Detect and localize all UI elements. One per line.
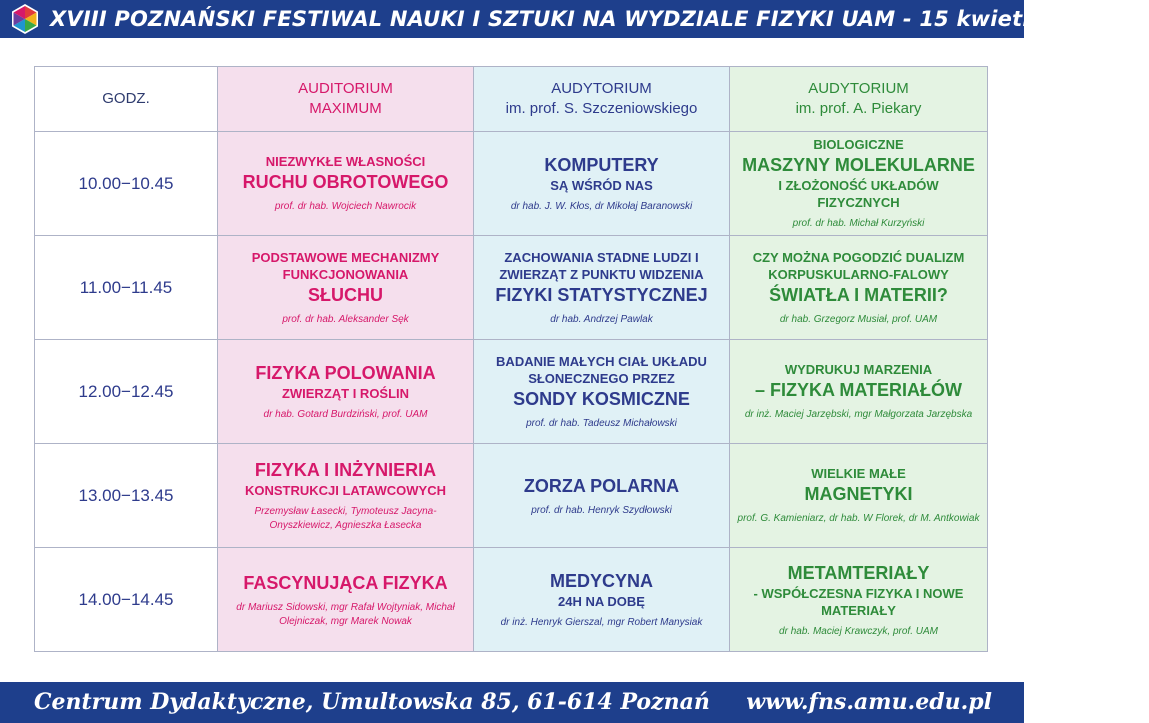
lecture-title-pre: BIOLOGICZNE <box>813 137 904 152</box>
lecture-cell-piekara <box>730 548 988 652</box>
lecture-authors: prof. dr hab. Tadeusz Michałowski <box>526 417 677 429</box>
lecture-title-main: ZORZA POLARNA <box>523 475 680 496</box>
column-header-szczeniowski <box>474 67 730 132</box>
lecture-cell-szczeniowski <box>474 548 730 652</box>
column-header-subline: im. prof. A. Piekary <box>795 100 922 117</box>
lecture-cell-piekara <box>730 236 988 340</box>
lecture-authors: prof. dr hab. Wojciech Nawrocik <box>274 201 417 212</box>
lecture-title-main: FIZYKA I INŻYNIERIA <box>254 460 437 480</box>
lecture-cell-szczeniowski <box>474 236 730 340</box>
schedule-table <box>34 66 988 652</box>
lecture-cell-szczeniowski <box>474 132 730 236</box>
lecture-title-pre: PODSTAWOWE MECHANIZMY FUNKCJONOWANIA <box>251 249 440 282</box>
lecture-cell-piekara <box>730 132 988 236</box>
column-header-line: AUDYTORIUM <box>808 80 909 97</box>
column-header-maximum <box>218 67 474 132</box>
lecture-title-main: FASCYNUJĄCA FIZYKA <box>243 572 448 593</box>
lecture-cell-maximum <box>218 236 474 340</box>
page-title: XVIII POZNAŃSKI FESTIWAL NAUKI I SZTUKI NA WYDZIALE FIZYKI UAM - 15 kwietnia 2015 r. <box>50 7 1149 31</box>
lecture-title-pre: NIEZWYKŁE WŁASNOŚCI <box>265 154 426 169</box>
lecture-title-post: KONSTRUKCJI LATAWCOWYCH <box>244 483 446 498</box>
schedule-row <box>35 340 988 444</box>
time-slot: 14.00−14.45 <box>35 548 218 652</box>
festival-logo-icon <box>8 2 42 36</box>
schedule-row <box>35 444 988 548</box>
lecture-title-main: SŁUCHU <box>308 284 383 305</box>
lecture-authors: dr hab. Grzegorz Musiał, prof. UAM <box>779 313 938 325</box>
time-slot: 11.00−11.45 <box>35 236 218 340</box>
column-header-line: GODZ. <box>102 90 150 107</box>
lecture-authors: dr inż. Henryk Gierszal, mgr Robert Manysiak <box>500 617 703 628</box>
lecture-title-pre: ZACHOWANIA STADNE LUDZI I ZWIERZĄT Z PUNKTU WIDZENIA <box>499 249 704 282</box>
time-slot: 13.00−13.45 <box>35 444 218 548</box>
lecture-title-pre: BADANIE MAŁYCH CIAŁ UKŁADU SŁONECZNEGO PRZEZ <box>496 353 707 386</box>
lecture-title-main: FIZYKI STATYSTYCZNEJ <box>495 284 708 305</box>
lecture-authors: prof. G. Kamieniarz, dr hab. W Florek, dr M. Antkowiak <box>737 513 980 524</box>
time-slot: 12.00−12.45 <box>35 340 218 444</box>
lecture-authors: prof. dr hab. Aleksander Sęk <box>282 313 409 325</box>
time-slot: 10.00−10.45 <box>35 132 218 236</box>
column-header-piekara <box>730 67 988 132</box>
lecture-authors: prof. dr hab. Michał Kurzyński <box>792 218 925 229</box>
header-row <box>35 67 988 132</box>
footer-banner <box>0 682 1024 723</box>
lecture-title-main: SONDY KOSMICZNE <box>513 388 690 409</box>
footer-address: Centrum Dydaktyczne, Umultowska 85, 61-614 Poznań <box>34 689 710 715</box>
lecture-cell-szczeniowski <box>474 340 730 444</box>
lecture-title-post: 24H NA DOBĘ <box>558 594 645 609</box>
lecture-title-pre: CZY MOŻNA POGODZIĆ DUALIZM KORPUSKULARNO-FALOWY <box>752 249 965 282</box>
column-header-line: AUDYTORIUM <box>551 80 652 97</box>
lecture-title-main: KOMPUTERY <box>544 155 659 175</box>
schedule-row <box>35 132 988 236</box>
lecture-authors: dr hab. Maciej Krawczyk, prof. UAM <box>779 625 938 637</box>
lecture-title-main: MEDYCYNA <box>549 571 653 591</box>
column-header-line: AUDITORIUM <box>298 80 393 97</box>
schedule-row <box>35 236 988 340</box>
lecture-authors: dr hab. J. W. Kłos, dr Mikołaj Baranowski <box>510 201 693 212</box>
lecture-title-post: SĄ WŚRÓD NAS <box>550 178 653 193</box>
lecture-title-post: ZWIERZĄT I ROŚLIN <box>281 386 410 401</box>
lecture-authors: prof. dr hab. Henryk Szydłowski <box>531 504 672 516</box>
header-banner <box>0 0 1149 38</box>
lecture-cell-maximum <box>218 340 474 444</box>
schedule-row <box>35 548 988 652</box>
lecture-cell-piekara <box>730 444 988 548</box>
lecture-title-main: METAMTERIAŁY <box>787 562 930 583</box>
lecture-title-main: MAGNETYKI <box>804 484 913 504</box>
lecture-cell-maximum <box>218 444 474 548</box>
lecture-title-main: – FIZYKA MATERIAŁÓW <box>755 380 962 400</box>
lecture-cell-maximum <box>218 548 474 652</box>
lecture-title-pre: WIELKIE MAŁE <box>811 466 906 481</box>
lecture-authors: dr hab. Andrzej Pawlak <box>550 313 653 325</box>
footer-website-link[interactable]: www.fns.amu.edu.pl <box>746 689 992 715</box>
lecture-cell-maximum <box>218 132 474 236</box>
lecture-title-post: I ZŁOŻONOŚĆ UKŁADÓW FIZYCZNYCH <box>778 178 939 210</box>
column-header-subline: MAXIMUM <box>309 100 382 117</box>
lecture-title-main: ŚWIATŁA I MATERII? <box>769 284 948 305</box>
column-header-time <box>35 67 218 132</box>
lecture-title-pre: WYDRUKUJ MARZENIA <box>784 362 933 377</box>
print-credit <box>990 520 1000 650</box>
lecture-authors: dr inż. Maciej Jarzębski, mgr Małgorzata Jarzębska <box>744 409 973 420</box>
lecture-title-main: RUCHU OBROTOWEGO <box>242 172 449 192</box>
lecture-title-post: - WSPÓŁCZESNA FIZYKA I NOWE MATERIAŁY <box>753 585 964 618</box>
lecture-cell-piekara <box>730 340 988 444</box>
lecture-authors: Przemysław Łasecki, Tymoteusz Jacyna-Onyszkiewicz, Agnieszka Łasecka <box>254 506 437 531</box>
column-header-subline: im. prof. S. Szczeniowskiego <box>505 100 698 117</box>
lecture-title-main: FIZYKA POLOWANIA <box>255 363 436 383</box>
lecture-cell-szczeniowski <box>474 444 730 548</box>
lecture-authors: dr Mariusz Sidowski, mgr Rafał Wojtyniak, Michał Olejniczak, mgr Marek Nowak <box>236 601 455 627</box>
lecture-title-main: MASZYNY MOLEKULARNE <box>742 155 975 175</box>
lecture-authors: dr hab. Gotard Burdziński, prof. UAM <box>263 409 428 420</box>
